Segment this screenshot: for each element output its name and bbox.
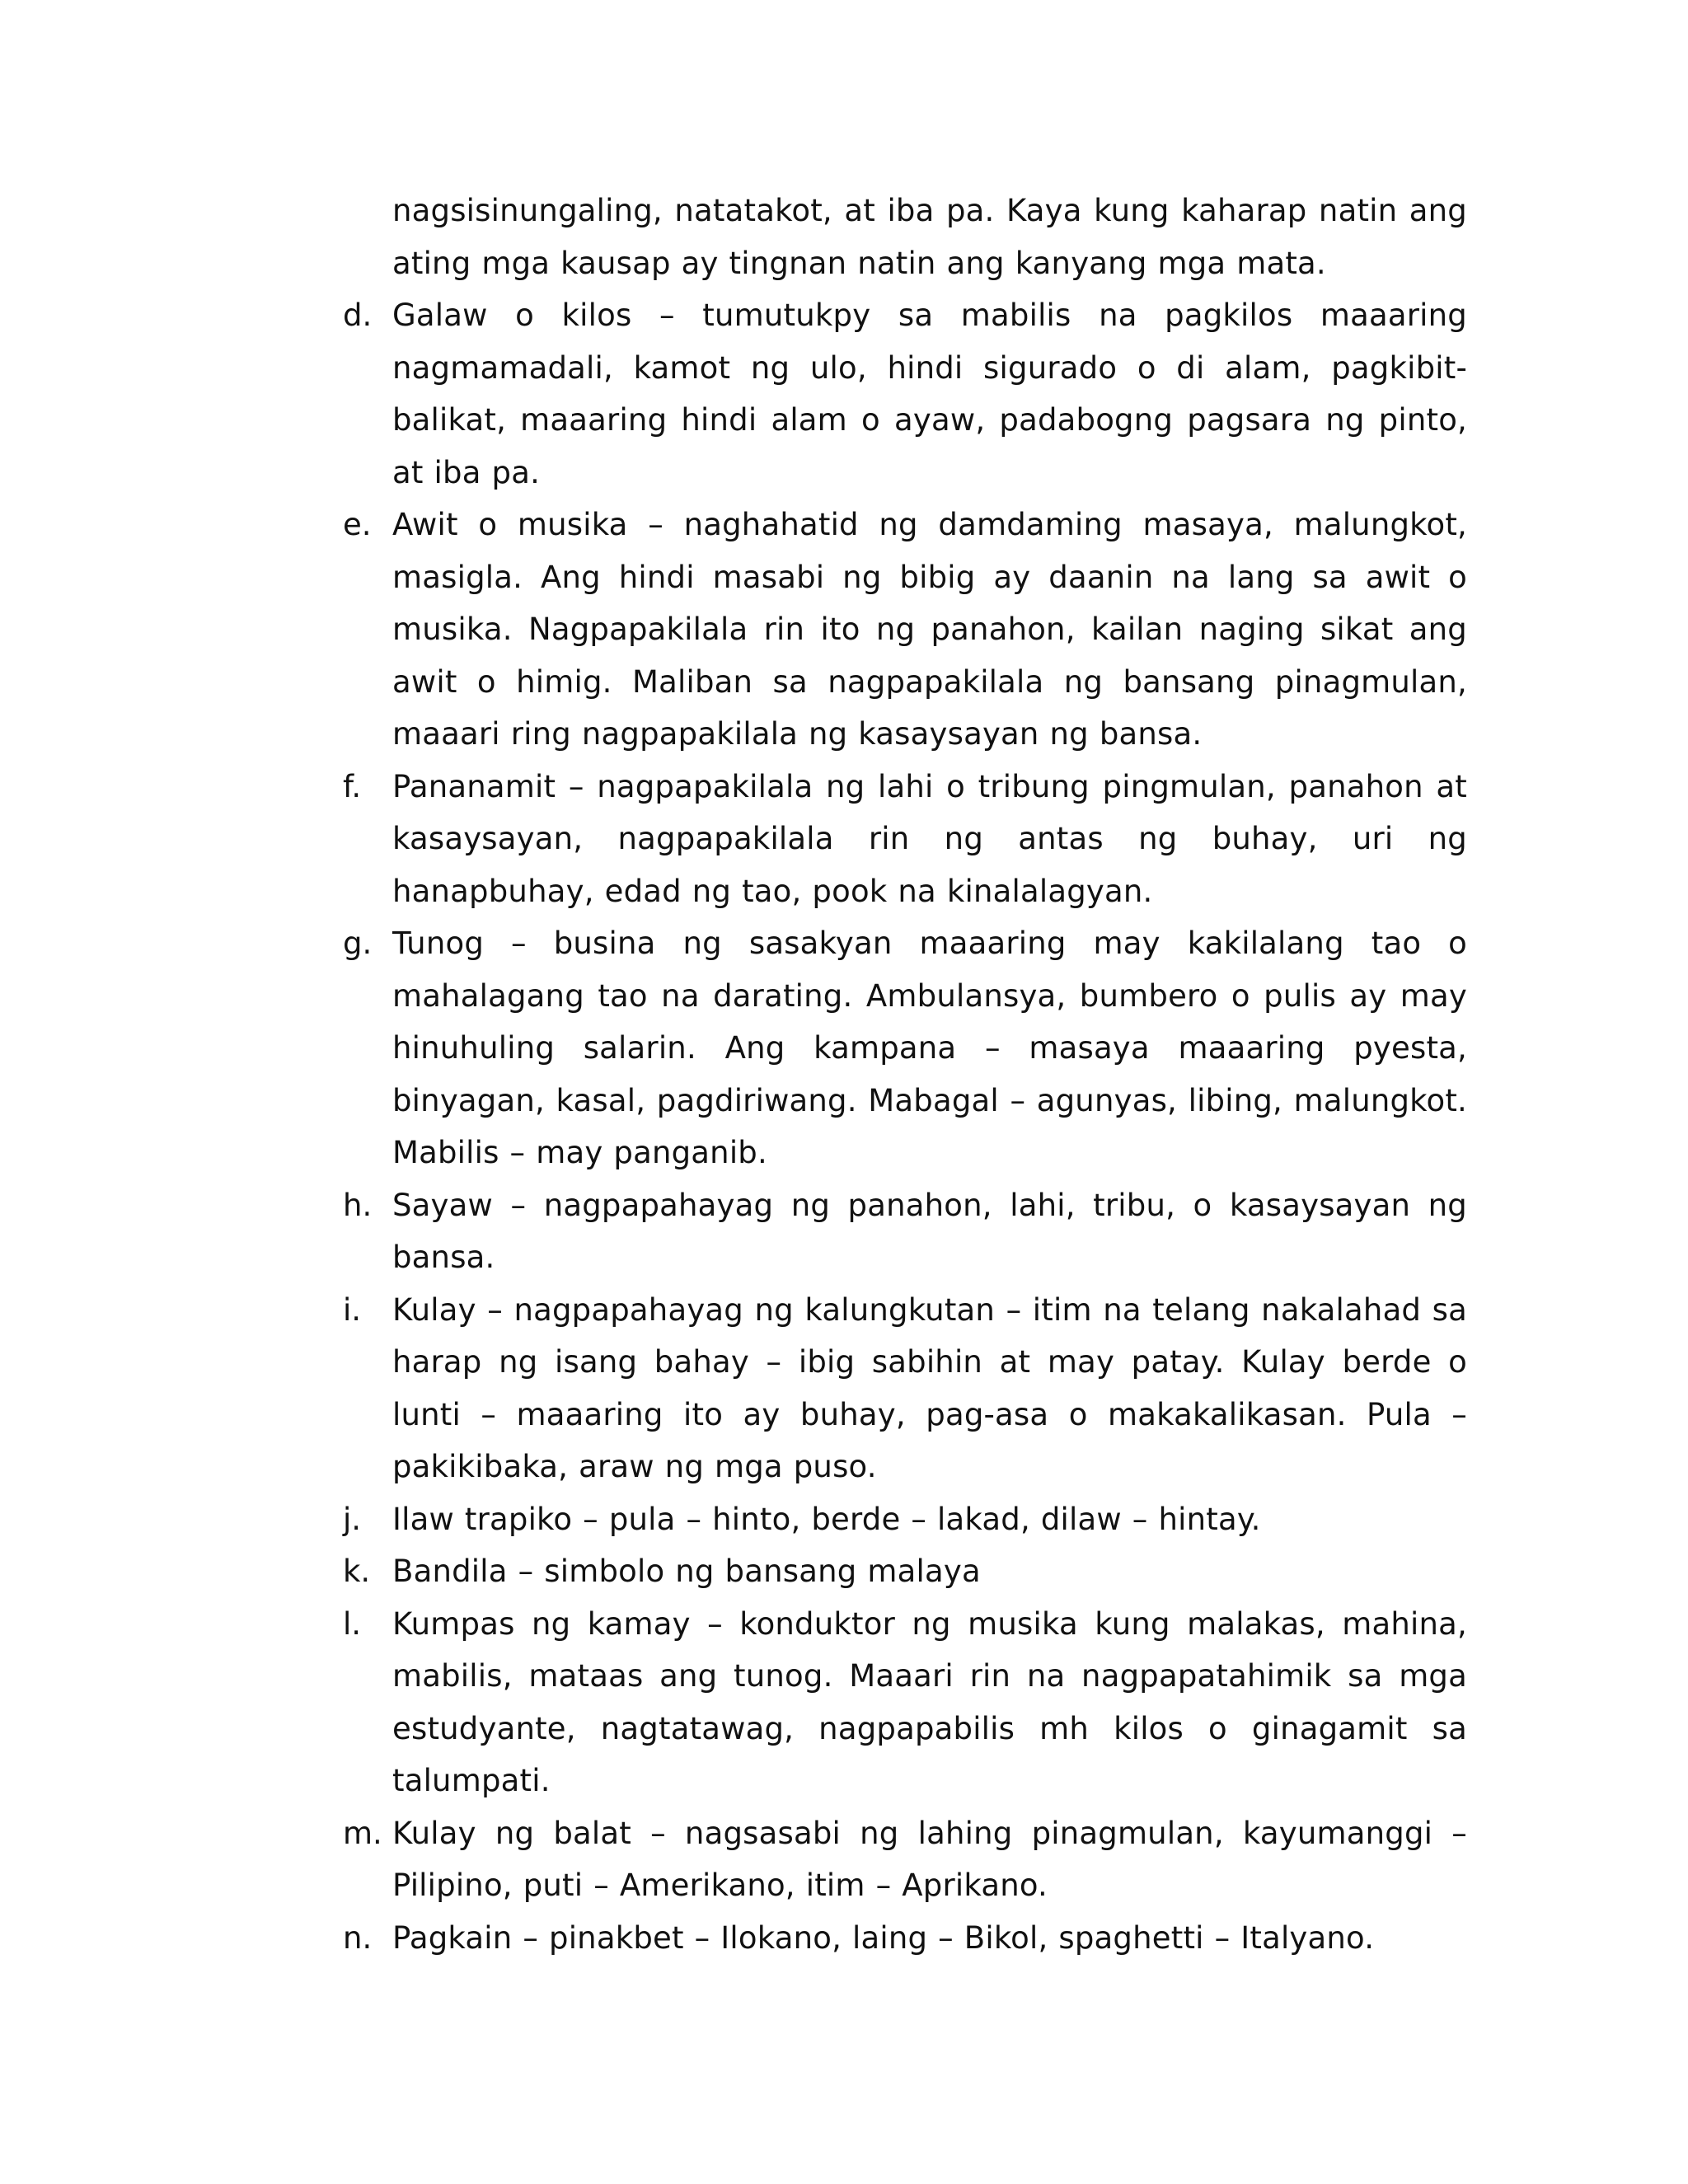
list-item bbox=[343, 1493, 1467, 1546]
list-item-text: Kumpas ng kamay – konduktor ng musika kung malakas, mahina, mabilis, mataas ang tunog. Maaari rin na nagpapatahimik sa mga estudyante, nagtatawag, nagpapabilis mh kilos o ginagamit sa talumpati. bbox=[392, 1605, 1467, 1798]
list-item bbox=[343, 499, 1467, 761]
list-item-text: Tunog – busina ng sasakyan maaaring may kakilalang tao o mahalagang tao na darating. Ambulansya, bumbero o pulis ay may hinuhuling salarin. Ang kampana – masaya maaaring pyesta, binyagan, kasal, pagdiriwang. Mabagal – agunyas, libing, malungkot. Mabilis – may panganib. bbox=[392, 926, 1467, 1170]
list-marker: e. bbox=[343, 507, 372, 542]
list-marker: i. bbox=[343, 1291, 362, 1328]
list-item bbox=[343, 289, 1467, 499]
document-body bbox=[343, 185, 1467, 1964]
list-item-text: Galaw o kilos – tumutukpy sa mabilis na pagkilos maaaring nagmamadali, kamot ng ulo, hindi sigurado o di alam, pagkibit-balikat, maaaring hindi alam o ayaw, padabogng pagsara ng pinto, at iba pa. bbox=[392, 298, 1467, 490]
list-item bbox=[343, 1598, 1467, 1807]
list-item bbox=[343, 917, 1467, 1179]
continuation-text: nagsisinungaling, natatakot, at iba pa. Kaya kung kaharap natin ang ating mga kausap ay tingnan natin ang kanyang mga mata. bbox=[392, 193, 1467, 281]
list-marker: k. bbox=[343, 1554, 371, 1589]
list-item-text: Sayaw – nagpapahayag ng panahon, lahi, tribu, o kasaysayan ng bansa. bbox=[392, 1187, 1467, 1275]
list-item bbox=[343, 1545, 1467, 1598]
list-item bbox=[343, 1912, 1467, 1965]
list-item-text: Ilaw trapiko – pula – hinto, berde – lakad, dilaw – hintay. bbox=[392, 1501, 1261, 1537]
list-item bbox=[343, 1179, 1467, 1284]
list-item-text: Pagkain – pinakbet – Ilokano, laing – Bikol, spaghetti – Italyano. bbox=[392, 1919, 1375, 1956]
list-item-text: Awit o musika – naghahatid ng damdaming masaya, malungkot, masigla. Ang hindi masabi ng bibig ay daanin na lang sa awit o musika. Nagpapakilala rin ito ng panahon, kailan naging sikat ang awit o himig. Maliban sa nagpapakilala ng bansang pinagmulan, maaari ring nagpapakilala ng kasaysayan ng bansa. bbox=[392, 507, 1467, 752]
list-marker: m. bbox=[343, 1815, 382, 1851]
list-marker: f. bbox=[343, 768, 362, 804]
list-item-text: Bandila – simbolo ng bansang malaya bbox=[392, 1554, 981, 1589]
list-marker: d. bbox=[343, 298, 373, 333]
continuation-paragraph bbox=[343, 185, 1467, 289]
list-marker: h. bbox=[343, 1187, 373, 1223]
list-item bbox=[343, 1807, 1467, 1912]
list-marker-empty bbox=[343, 185, 392, 289]
list-marker: g. bbox=[343, 926, 373, 961]
list-marker: l. bbox=[343, 1605, 362, 1642]
list-item-text: Kulay – nagpapahayag ng kalungkutan – itim na telang nakalahad sa harap ng isang bahay – ibig sabihin at may patay. Kulay berde o lunti – maaaring ito ay buhay, pag-asa o makakalikasan. Pula – pakikibaka, araw ng mga puso. bbox=[392, 1291, 1467, 1484]
list-marker: j. bbox=[343, 1501, 362, 1537]
list-marker: n. bbox=[343, 1919, 373, 1956]
list-item-text: Pananamit – nagpapakilala ng lahi o tribung pingmulan, panahon at kasaysayan, nagpapakilala rin ng antas ng buhay, uri ng hanapbuhay, edad ng tao, pook na kinalalagyan. bbox=[392, 768, 1467, 909]
list-item bbox=[343, 761, 1467, 918]
list-item-text: Kulay ng balat – nagsasabi ng lahing pinagmulan, kayumanggi – Pilipino, puti – Amerikano, itim – Aprikano. bbox=[392, 1815, 1467, 1903]
list-item bbox=[343, 1284, 1467, 1493]
